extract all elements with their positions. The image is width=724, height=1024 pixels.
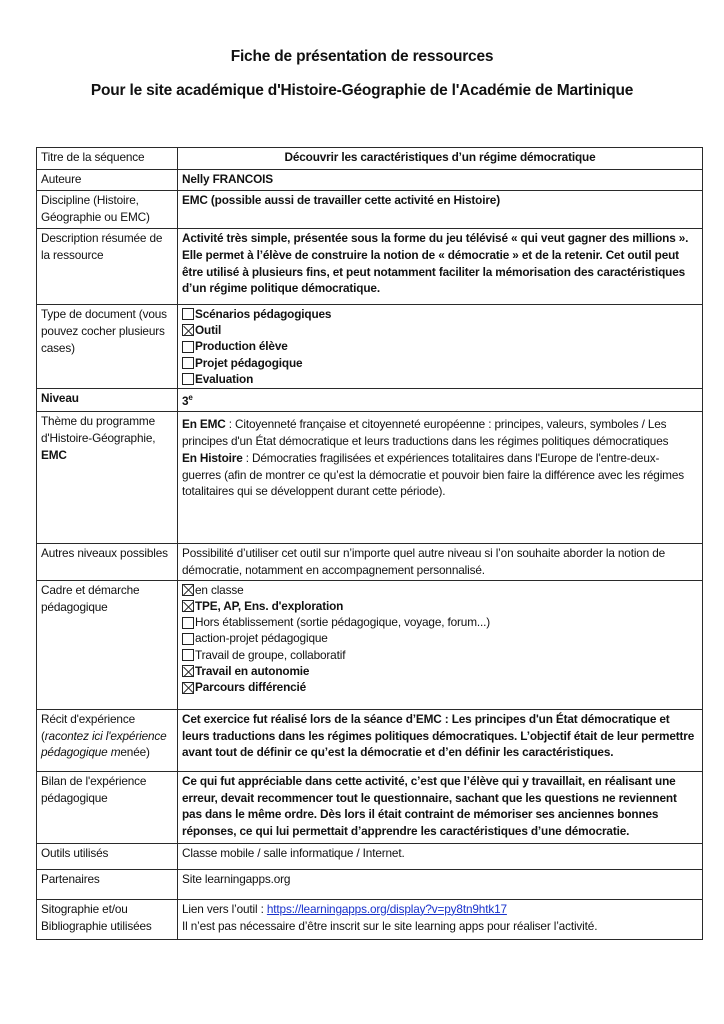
checkbox[interactable] (182, 373, 194, 385)
value-autres-niveaux: Possibilité d’utiliser cet outil sur n’importe quel autre niveau si l’on souhaite aborder la notion de démocratie, notamment en accompagnement personnalisé. (178, 544, 703, 581)
row-auteur (37, 170, 703, 191)
checkbox-checked[interactable] (182, 584, 194, 596)
label-discipline: Discipline (Histoire, Géographie ou EMC) (37, 191, 178, 229)
label-description: Description résumée de la ressource (37, 229, 178, 305)
row-autres-niveaux (37, 544, 703, 581)
checkbox-label: Travail en autonomie (195, 664, 310, 679)
checkbox-label: Hors établissement (sortie pédagogique, voyage, forum...) (195, 615, 491, 630)
checkbox-label: Travail de groupe, collaboratif (195, 647, 346, 662)
recit-label-italic: racontez ici l'expérience pédagogique m (41, 728, 167, 760)
value-titre: Découvrir les caractéristiques d’un régime démocratique (178, 148, 703, 170)
checkbox-checked[interactable] (182, 682, 194, 694)
row-partenaires (37, 869, 703, 899)
checkbox-option[interactable] (182, 306, 698, 322)
theme-emc-prefix: En EMC (182, 417, 226, 432)
niveau-text: 3e (182, 393, 193, 409)
checkbox-option[interactable] (182, 680, 698, 696)
label-type-document: Type de document (vous pouvez cocher plusieurs cases) (37, 305, 178, 389)
label-titre: Titre de la séquence (37, 148, 178, 170)
checkbox[interactable] (182, 308, 194, 320)
row-type-document (37, 305, 703, 389)
checkbox-label: action-projet pédagogique (195, 631, 328, 646)
row-theme (37, 412, 703, 544)
checkbox-option[interactable] (182, 371, 698, 387)
value-discipline: EMC (possible aussi de travailler cette activité en Histoire) (178, 191, 703, 229)
value-partenaires: Site learningapps.org (178, 869, 703, 899)
document-title: Fiche de présentation de ressources (230, 48, 494, 65)
recit-label-main: Récit d'expérience ( (41, 711, 135, 743)
checkbox[interactable] (182, 357, 194, 369)
type-document-checklist (178, 305, 703, 389)
theme-emc (182, 416, 698, 450)
row-titre (37, 148, 703, 170)
row-discipline (37, 191, 703, 229)
theme-histoire (182, 450, 698, 500)
checkbox-checked[interactable] (182, 600, 194, 612)
recit-label-end: enée) (120, 745, 150, 760)
sitographie-link-prefix: Lien vers l’outil : (182, 901, 267, 916)
row-cadre (37, 580, 703, 709)
checkbox-option[interactable] (182, 614, 698, 630)
row-recit (37, 709, 703, 771)
label-theme (37, 412, 178, 544)
label-outils: Outils utilisés (37, 843, 178, 869)
checkbox-option[interactable] (182, 355, 698, 371)
value-theme (178, 412, 703, 544)
label-cadre: Cadre et démarche pédagogique (37, 580, 178, 709)
theme-label-text: Thème du programme d'Histoire-Géographie, EMC (41, 414, 156, 462)
value-niveau (178, 389, 703, 412)
checkbox-label: Evaluation (195, 371, 254, 386)
checkbox-label: Projet pédagogique (195, 355, 303, 370)
checkbox[interactable] (182, 617, 194, 629)
label-niveau: Niveau (37, 389, 178, 412)
checkbox-label: Scénarios pédagogiques (195, 306, 332, 321)
label-sitographie: Sitographie et/ou Bibliographie utilisées (37, 899, 178, 939)
checkbox[interactable] (182, 341, 194, 353)
cadre-checklist (178, 580, 703, 709)
checkbox-option[interactable] (182, 663, 698, 679)
theme-emc-text: : Citoyenneté française et citoyenneté européenne : principes, valeurs, symboles / Les principes d'un État démocratique et leurs traductions dans les régimes politiques démocratiques (182, 417, 669, 448)
label-recit (37, 709, 178, 771)
document-subtitle: Pour le site académique d'Histoire-Géographie de l'Académie de Martinique (90, 82, 634, 99)
checkbox-option[interactable] (182, 339, 698, 355)
resource-form-table (36, 147, 703, 940)
label-partenaires: Partenaires (37, 869, 178, 899)
checkbox-option[interactable] (182, 647, 698, 663)
sitographie-link-line (182, 901, 698, 918)
row-niveau (37, 389, 703, 412)
value-sitographie (178, 899, 703, 939)
value-description: Activité très simple, présentée sous la forme du jeu télévisé « qui veut gagner des millions ». Elle permet à l’élève de construire la notion de « démocratie » et de la retenir. Cet outil peut être utilisé à plusieurs fins, et peut notamment faciliter la mémorisation des caractéristiques d’un régime politique démocratique. (178, 229, 703, 305)
learningapps-link[interactable]: https://learningapps.org/display?v=py8tn9htk17 (266, 901, 507, 916)
checkbox-label: Production élève (195, 339, 288, 354)
checkbox-option[interactable] (182, 631, 698, 647)
value-recit: Cet exercice fut réalisé lors de la séance d’EMC : Les principes d'un État démocratique et leurs traductions dans les régimes politiques démocratiques. L’objectif était de leur permettre avant tout de définir ce qu’est la démocratie et d’en définir les caractéristiques. (178, 709, 703, 771)
row-bilan (37, 771, 703, 843)
checkbox-label: TPE, AP, Ens. d'exploration (195, 598, 344, 613)
theme-histoire-text: : Démocraties fragilisées et expériences totalitaires dans l'Europe de l'entre-deux-guerres (afin de montrer ce qu’est la démocratie et pouvoir bien faire la différence avec les régimes totalitaires qui se développent durant cette période). (182, 450, 684, 499)
label-autres-niveaux: Autres niveaux possibles (37, 544, 178, 581)
checkbox-option[interactable] (182, 598, 698, 614)
value-auteur: Nelly FRANCOIS (178, 170, 703, 191)
sitographie-note: Il n’est pas nécessaire d’être inscrit sur le site learning apps pour réaliser l’activité. (182, 918, 598, 933)
label-auteur: Auteure (37, 170, 178, 191)
checkbox-label: Outil (195, 323, 222, 338)
checkbox[interactable] (182, 649, 194, 661)
value-bilan: Ce qui fut appréciable dans cette activité, c’est que l’élève qui y travaillait, en réalisant une erreur, devait recommencer tout le questionnaire, sachant que les questions ne reviennent pas dans le même ordre. Dès lors il était contraint de mémoriser ses anciennes bonnes réponses, ce qui lui permettait d’apprendre les caractéristiques d’une démocratie. (178, 771, 703, 843)
value-outils: Classe mobile / salle informatique / Internet. (178, 843, 703, 869)
theme-histoire-prefix: En Histoire (182, 450, 243, 465)
row-sitographie (37, 899, 703, 939)
row-description (37, 229, 703, 305)
checkbox[interactable] (182, 633, 194, 645)
row-outils (37, 843, 703, 869)
label-bilan: Bilan de l'expérience pédagogique (37, 771, 178, 843)
checkbox-option[interactable] (182, 322, 698, 338)
checkbox-label: en classe (195, 582, 244, 597)
checkbox-label: Parcours différencié (195, 680, 307, 695)
checkbox-checked[interactable] (182, 665, 194, 677)
checkbox-checked[interactable] (182, 324, 194, 336)
checkbox-option[interactable] (182, 582, 698, 598)
